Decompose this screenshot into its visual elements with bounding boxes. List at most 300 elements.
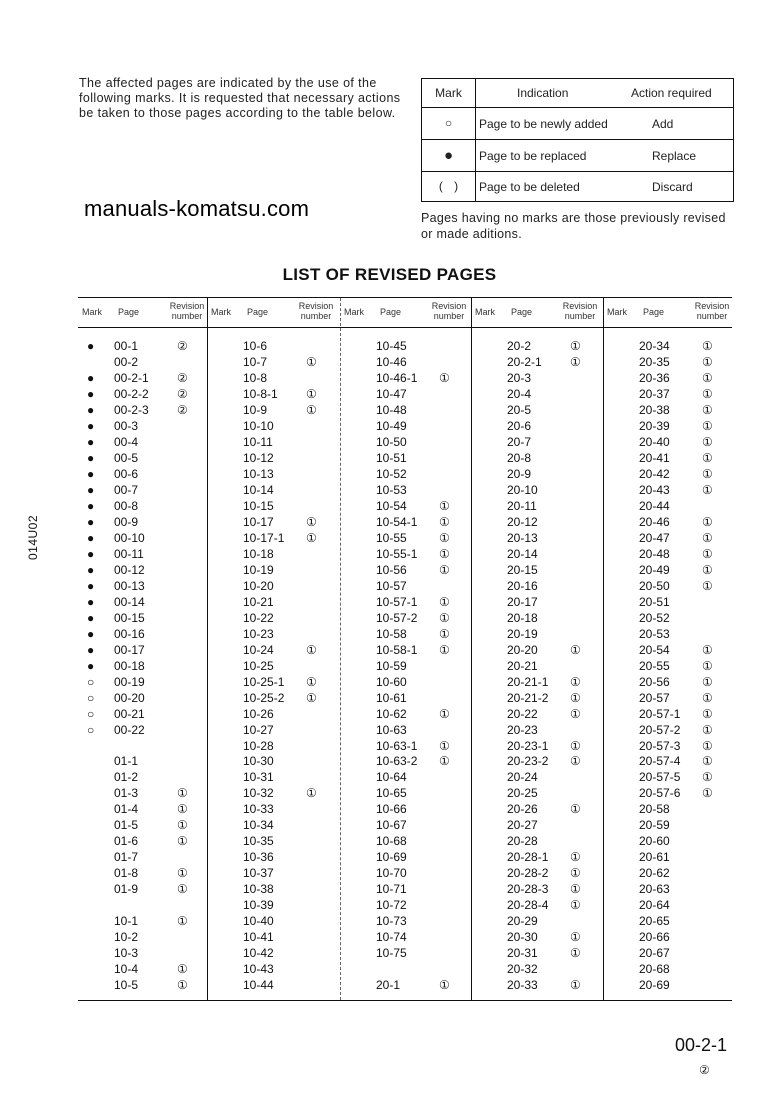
row-revision: ① <box>177 914 188 929</box>
row-revision: ① <box>439 738 450 753</box>
table-row <box>471 770 603 785</box>
table-row <box>471 962 603 977</box>
row-page: 10-34 <box>243 818 274 833</box>
row-page: 20-67 <box>639 946 670 961</box>
row-page: 20-62 <box>639 866 670 881</box>
row-page: 10-57-2 <box>376 610 418 625</box>
row-revision: ① <box>306 402 317 417</box>
header-revision: Revision number <box>562 301 598 321</box>
table-row <box>207 451 340 466</box>
table-row <box>340 691 471 706</box>
row-page: 20-68 <box>639 962 670 977</box>
table-row <box>207 371 340 386</box>
row-revision: ① <box>702 690 713 705</box>
row-page: 20-59 <box>639 818 670 833</box>
table-row <box>471 754 603 769</box>
row-page: 10-43 <box>243 962 274 977</box>
row-revision: ① <box>702 546 713 561</box>
row-mark: ● <box>87 658 95 673</box>
table-row <box>603 499 732 514</box>
table-row <box>207 946 340 961</box>
row-page: 10-25-2 <box>243 690 285 705</box>
row-page: 10-32 <box>243 786 274 801</box>
table-row <box>340 930 471 945</box>
table-row <box>471 850 603 865</box>
table-row <box>207 978 340 993</box>
table-row <box>78 770 207 785</box>
column-group <box>471 298 603 1000</box>
row-page: 20-63 <box>639 882 670 897</box>
row-page: 20-16 <box>507 578 538 593</box>
row-page: 10-54-1 <box>376 514 418 529</box>
table-row <box>471 786 603 801</box>
table-row <box>471 547 603 562</box>
row-page: 20-19 <box>507 626 538 641</box>
row-page: 10-24 <box>243 642 274 657</box>
row-page: 20-21 <box>507 658 538 673</box>
row-revision: ① <box>177 866 188 881</box>
row-revision: ① <box>702 466 713 481</box>
row-revision: ② <box>177 402 188 417</box>
table-row <box>471 914 603 929</box>
row-page: 10-26 <box>243 706 274 721</box>
row-revision: ① <box>177 962 188 977</box>
table-row <box>340 387 471 402</box>
header-page: Page <box>380 307 402 317</box>
table-row <box>78 563 207 578</box>
table-row <box>471 435 603 450</box>
row-page: 20-57-1 <box>639 706 681 721</box>
table-row <box>78 531 207 546</box>
table-row <box>471 371 603 386</box>
row-page: 10-69 <box>376 850 407 865</box>
table-row <box>471 946 603 961</box>
header-page: Page <box>511 307 533 317</box>
legend-mark: ● <box>422 140 476 171</box>
row-page: 20-27 <box>507 818 538 833</box>
table-row <box>78 834 207 849</box>
row-page: 20-58 <box>639 802 670 817</box>
table-row <box>340 563 471 578</box>
row-page: 00-20 <box>114 690 145 705</box>
row-page: 00-4 <box>114 434 139 449</box>
table-row <box>78 675 207 690</box>
table-row <box>78 483 207 498</box>
row-page: 10-21 <box>243 594 274 609</box>
table-row <box>340 579 471 594</box>
table-row <box>207 770 340 785</box>
row-page: 01-6 <box>114 834 139 849</box>
table-row <box>207 643 340 658</box>
row-page: 20-57-4 <box>639 754 681 769</box>
table-row <box>78 691 207 706</box>
table-row <box>603 691 732 706</box>
column-group <box>78 298 207 1000</box>
table-row <box>207 818 340 833</box>
row-page: 10-25 <box>243 658 274 673</box>
table-row <box>603 707 732 722</box>
table-row <box>603 627 732 642</box>
row-page: 20-57-5 <box>639 770 681 785</box>
row-page: 10-18 <box>243 546 274 561</box>
row-page: 20-53 <box>639 626 670 641</box>
row-page: 00-2-3 <box>114 402 149 417</box>
row-page: 10-64 <box>376 770 407 785</box>
row-page: 10-55-1 <box>376 546 418 561</box>
table-row <box>603 770 732 785</box>
row-mark: ● <box>87 498 95 513</box>
row-revision: ① <box>177 802 188 817</box>
side-code: 014U02 <box>26 514 40 560</box>
table-row <box>78 595 207 610</box>
table-row <box>603 898 732 913</box>
row-page: 20-28-3 <box>507 882 549 897</box>
row-page: 20-22 <box>507 706 538 721</box>
row-page: 10-13 <box>243 466 274 481</box>
row-page: 20-41 <box>639 450 670 465</box>
row-page: 10-39 <box>243 898 274 913</box>
legend-header-mark: Mark <box>422 79 476 107</box>
row-mark: ● <box>87 642 95 657</box>
row-page: 00-3 <box>114 418 139 433</box>
row-page: 10-45 <box>376 339 407 353</box>
row-revision: ① <box>306 674 317 689</box>
row-page: 01-5 <box>114 818 139 833</box>
revised-pages-table <box>78 297 732 1001</box>
row-revision: ① <box>570 690 581 705</box>
row-page: 20-49 <box>639 562 670 577</box>
row-revision: ① <box>439 530 450 545</box>
table-row <box>471 451 603 466</box>
table-row <box>603 531 732 546</box>
legend-indication: Page to be deleted <box>479 180 580 194</box>
row-page: 10-15 <box>243 498 274 513</box>
row-page: 20-6 <box>507 418 532 433</box>
table-row <box>471 802 603 817</box>
legend-table <box>421 78 734 202</box>
row-revision: ① <box>570 978 581 993</box>
row-page: 00-21 <box>114 706 145 721</box>
table-row <box>603 723 732 738</box>
row-page: 10-17-1 <box>243 530 285 545</box>
header-page: Page <box>643 307 665 317</box>
row-page: 20-54 <box>639 642 670 657</box>
row-mark: ○ <box>87 674 95 689</box>
row-page: 20-28-4 <box>507 898 549 913</box>
table-row <box>471 739 603 754</box>
table-row <box>471 419 603 434</box>
row-page: 10-49 <box>376 418 407 433</box>
table-row <box>471 978 603 993</box>
table-row <box>471 898 603 913</box>
table-row <box>207 723 340 738</box>
row-page: 20-64 <box>639 898 670 913</box>
row-revision: ① <box>439 978 450 993</box>
row-page: 10-48 <box>376 402 407 417</box>
row-page: 10-35 <box>243 834 274 849</box>
row-page: 20-32 <box>507 962 538 977</box>
table-row <box>603 739 732 754</box>
table-row <box>340 467 471 482</box>
table-row <box>340 419 471 434</box>
legend-mark: ( ) <box>422 172 476 201</box>
row-mark: ○ <box>87 722 95 737</box>
row-revision: ① <box>439 370 450 385</box>
row-revision: ① <box>306 786 317 801</box>
table-row <box>78 435 207 450</box>
table-row <box>207 419 340 434</box>
table-row <box>471 515 603 530</box>
legend-row-replace <box>422 140 733 172</box>
table-row <box>207 435 340 450</box>
table-row <box>78 978 207 993</box>
row-page: 10-14 <box>243 482 274 497</box>
row-revision: ① <box>702 482 713 497</box>
row-page: 10-28 <box>243 738 274 753</box>
table-row <box>603 547 732 562</box>
row-page: 20-48 <box>639 546 670 561</box>
table-row <box>471 707 603 722</box>
table-row <box>78 611 207 626</box>
row-page: 20-1 <box>376 978 401 993</box>
table-row <box>340 675 471 690</box>
table-row <box>78 451 207 466</box>
legend-action: Discard <box>652 180 693 194</box>
row-revision: ① <box>306 386 317 401</box>
row-revision: ① <box>570 882 581 897</box>
table-row <box>78 930 207 945</box>
row-mark: ● <box>87 626 95 641</box>
row-page: 10-31 <box>243 770 274 785</box>
table-row <box>78 499 207 514</box>
table-row <box>78 371 207 386</box>
row-revision: ① <box>570 642 581 657</box>
table-row <box>340 770 471 785</box>
row-mark: ● <box>87 482 95 497</box>
table-row <box>340 818 471 833</box>
row-revision: ① <box>439 610 450 625</box>
table-row <box>78 739 207 754</box>
row-page: 10-12 <box>243 450 274 465</box>
row-page: 20-31 <box>507 946 538 961</box>
row-page: 10-11 <box>243 434 273 449</box>
table-row <box>340 547 471 562</box>
row-page: 00-2-2 <box>114 386 149 401</box>
row-mark: ● <box>87 418 95 433</box>
header-revision: Revision number <box>298 301 334 321</box>
row-page: 00-2 <box>114 354 139 369</box>
row-mark: ● <box>87 610 95 625</box>
row-mark: ● <box>87 450 95 465</box>
legend-header-indication: Indication <box>517 86 569 100</box>
row-page: 20-40 <box>639 434 670 449</box>
row-page: 20-61 <box>639 850 670 865</box>
legend-header <box>422 79 733 108</box>
row-mark: ● <box>87 434 95 449</box>
table-row <box>207 675 340 690</box>
row-page: 10-17 <box>243 514 274 529</box>
row-page: 10-40 <box>243 914 274 929</box>
row-page: 20-8 <box>507 450 532 465</box>
row-page: 10-9 <box>243 402 268 417</box>
row-revision: ① <box>702 562 713 577</box>
table-row <box>603 946 732 961</box>
row-revision: ① <box>702 402 713 417</box>
row-revision: ① <box>702 514 713 529</box>
row-page: 20-39 <box>639 418 670 433</box>
row-revision: ① <box>439 706 450 721</box>
table-row <box>603 419 732 434</box>
row-page: 20-12 <box>507 514 538 529</box>
table-row <box>603 978 732 993</box>
row-page: 20-60 <box>639 834 670 849</box>
row-page: 00-11 <box>114 546 144 561</box>
table-row <box>207 355 340 370</box>
table-row <box>78 946 207 961</box>
table-row <box>207 499 340 514</box>
table-row <box>340 451 471 466</box>
header-mark: Mark <box>607 307 627 317</box>
table-row <box>603 850 732 865</box>
table-row <box>340 914 471 929</box>
row-page: 10-25-1 <box>243 674 285 689</box>
table-row <box>471 579 603 594</box>
row-mark: ● <box>87 562 95 577</box>
table-row <box>471 818 603 833</box>
row-mark: ● <box>87 578 95 593</box>
row-page: 20-15 <box>507 562 538 577</box>
row-revision: ① <box>570 946 581 961</box>
table-row <box>340 355 471 370</box>
row-page: 20-10 <box>507 482 538 497</box>
row-revision: ① <box>570 674 581 689</box>
row-page: 10-44 <box>243 978 274 993</box>
row-page: 20-57-3 <box>639 738 681 753</box>
row-page: 10-22 <box>243 610 274 625</box>
table-row <box>207 483 340 498</box>
row-page: 20-46 <box>639 514 670 529</box>
row-revision: ① <box>570 802 581 817</box>
row-page: 20-9 <box>507 466 532 481</box>
legend-row-discard <box>422 172 733 201</box>
row-revision: ① <box>702 386 713 401</box>
row-page: 10-2 <box>114 930 139 945</box>
row-page: 10-62 <box>376 706 407 721</box>
row-revision: ① <box>570 738 581 753</box>
row-page: 10-60 <box>376 674 407 689</box>
row-page: 20-23 <box>507 722 538 737</box>
table-row <box>603 962 732 977</box>
column-group <box>603 298 732 1000</box>
row-page: 20-38 <box>639 402 670 417</box>
row-revision: ① <box>570 930 581 945</box>
legend-indication: Page to be replaced <box>479 149 587 163</box>
row-page: 20-5 <box>507 402 532 417</box>
row-mark: ● <box>87 530 95 545</box>
row-mark: ● <box>87 402 95 417</box>
row-page: 01-2 <box>114 770 139 785</box>
row-page: 10-42 <box>243 946 274 961</box>
column-group <box>340 298 471 1000</box>
row-page: 10-67 <box>376 818 407 833</box>
row-revision: ① <box>439 514 450 529</box>
row-revision: ① <box>702 706 713 721</box>
table-row <box>471 659 603 674</box>
table-row <box>340 371 471 386</box>
row-revision: ① <box>570 850 581 865</box>
table-row <box>603 818 732 833</box>
row-page: 10-30 <box>243 754 274 769</box>
row-page: 10-57-1 <box>376 594 418 609</box>
table-row <box>78 627 207 642</box>
table-row <box>78 723 207 738</box>
row-page: 00-5 <box>114 450 139 465</box>
table-row <box>471 882 603 897</box>
row-revision: ① <box>702 786 713 801</box>
row-revision: ① <box>570 866 581 881</box>
table-row <box>340 531 471 546</box>
table-row <box>340 435 471 450</box>
row-page: 10-66 <box>376 802 407 817</box>
table-row <box>207 739 340 754</box>
row-page: 20-4 <box>507 386 532 401</box>
row-revision: ① <box>570 339 581 353</box>
table-row <box>340 627 471 642</box>
row-page: 00-15 <box>114 610 145 625</box>
row-revision: ② <box>177 386 188 401</box>
note-text: Pages having no marks are those previously revised or made aditions. <box>421 211 726 241</box>
row-page: 20-43 <box>639 482 670 497</box>
row-page: 10-4 <box>114 962 139 977</box>
row-page: 10-59 <box>376 658 407 673</box>
table-row <box>340 946 471 961</box>
row-mark: ○ <box>87 690 95 705</box>
row-page: 00-12 <box>114 562 145 577</box>
row-page: 00-1 <box>114 339 139 353</box>
row-page: 10-53 <box>376 482 407 497</box>
table-row <box>471 387 603 402</box>
table-row <box>340 643 471 658</box>
row-page: 20-35 <box>639 354 670 369</box>
row-page: 10-37 <box>243 866 274 881</box>
row-page: 10-68 <box>376 834 407 849</box>
row-page: 10-5 <box>114 978 139 993</box>
row-page: 20-50 <box>639 578 670 593</box>
row-page: 10-46 <box>376 354 407 369</box>
row-revision: ① <box>570 354 581 369</box>
row-page: 20-17 <box>507 594 538 609</box>
table-row <box>471 691 603 706</box>
table-row <box>78 754 207 769</box>
table-row <box>603 595 732 610</box>
table-row <box>207 850 340 865</box>
table-row <box>603 451 732 466</box>
legend-row-add <box>422 108 733 140</box>
table-row <box>471 339 603 354</box>
row-mark: ○ <box>87 706 95 721</box>
row-revision: ① <box>306 530 317 545</box>
table-row <box>207 802 340 817</box>
table-row <box>471 403 603 418</box>
table-row <box>207 914 340 929</box>
table-row <box>207 547 340 562</box>
row-page: 10-58 <box>376 626 407 641</box>
row-page: 10-8 <box>243 370 268 385</box>
watermark: manuals-komatsu.com <box>84 196 310 221</box>
table-row <box>471 467 603 482</box>
row-page: 10-61 <box>376 690 407 705</box>
table-row <box>603 834 732 849</box>
